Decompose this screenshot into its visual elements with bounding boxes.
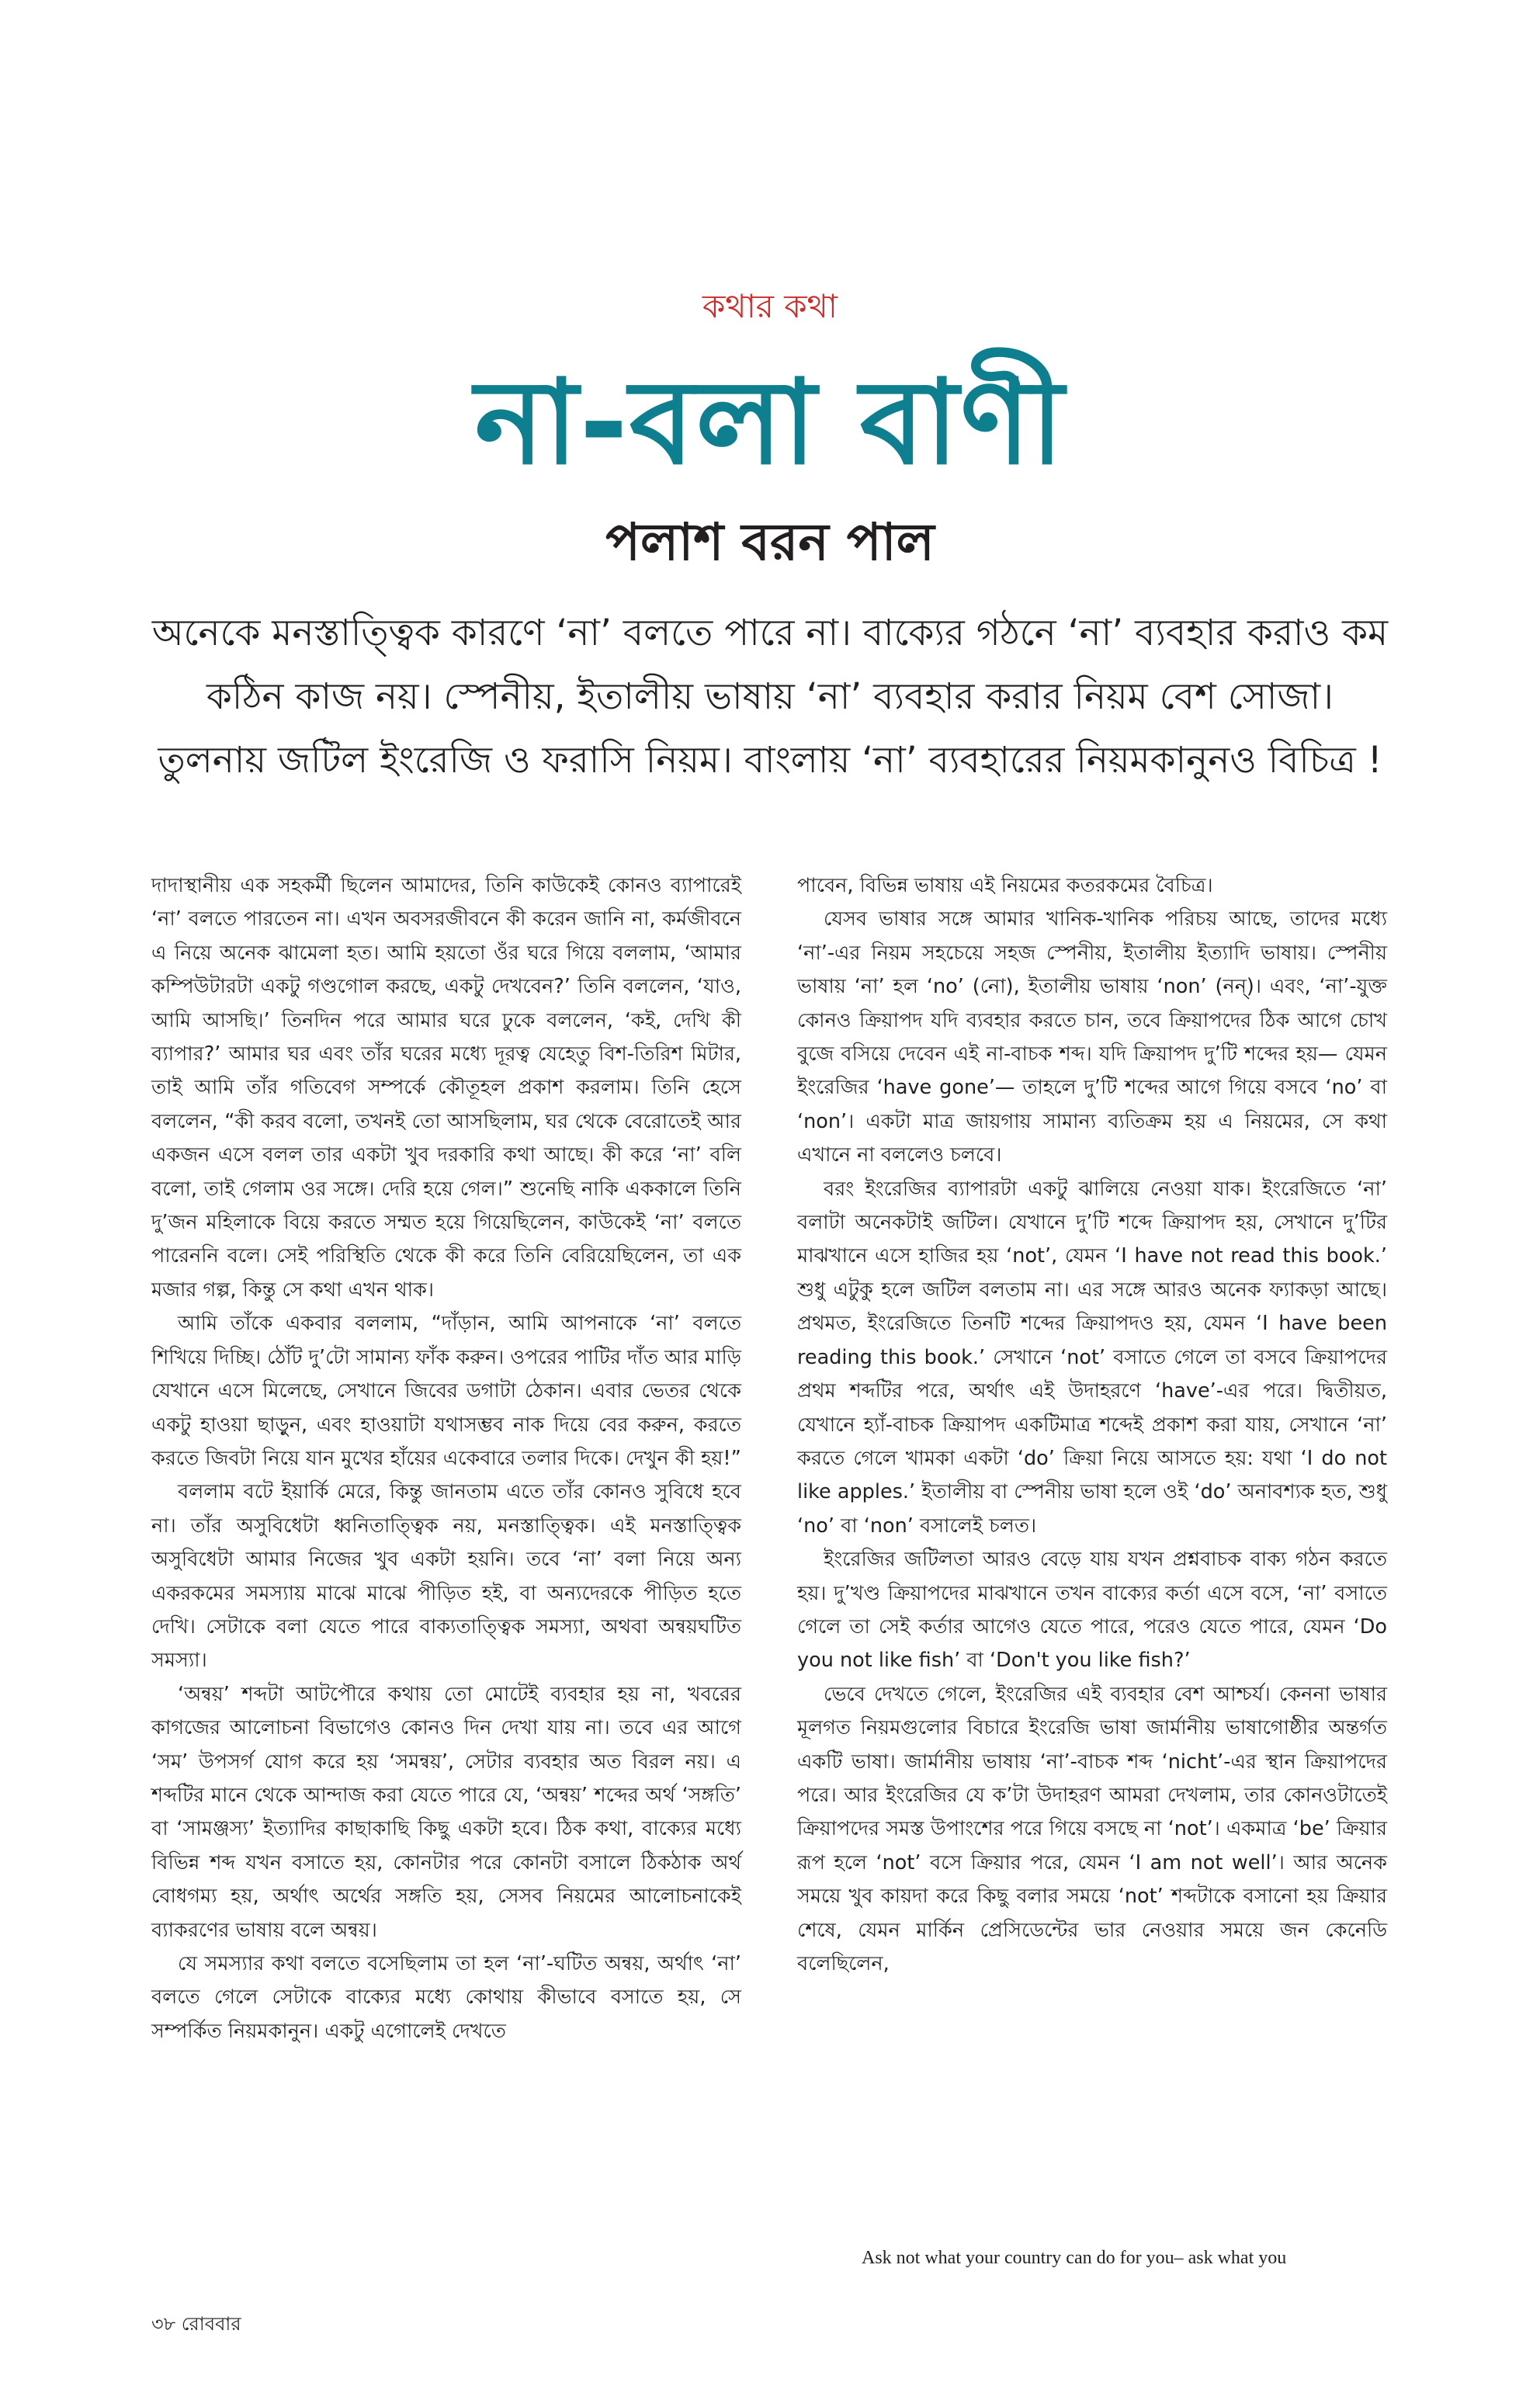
section-kicker: কথার কথা [702,287,838,325]
right-column [797,869,1387,1981]
paragraph: বরং ইংরেজির ব্যাপারটা একটু ঝালিয়ে নেওয়া যাক। ইংরেজিতে ‘না’ বলাটা অনেকটাই জটিল। যেখানে দু’টি শব্দে ক্রিয়াপদ হয়, সেখানে দু’টির মাঝখানে এসে হাজির হয় ‘not’, যেমন ‘I have not read this book.’ শুধু এটুকু হলে জটিল বলতাম না। এর সঙ্গে আরও অনেক ফ্যাকড়া আছে। প্রথমত, ইংরেজিতে তিনটি শব্দের ক্রিয়াপদও হয়, যেমন ‘I have been reading this book.’ সেখানে ‘not’ বসাতে গেলে তা বসবে ক্রিয়াপদের প্রথম শব্দটির পরে, অর্থাৎ এই উদাহরণে ‘have’-এর পরে। দ্বিতীয়ত, যেখানে হ্যাঁ-বাচক ক্রিয়াপদ একটিমাত্র শব্দেই প্রকাশ করা যায়, সেখানে ‘না’ করতে গেলে খামকা একটা ‘do’ ক্রিয়া নিয়ে আসতে হয়: যথা ‘I do not like apples.’ ইতালীয় বা স্পেনীয় ভাষা হলে ওই ‘do’ অনাবশ্যক হত, শুধু ‘no’ বা ‘non’ বসালেই চলত। [797,1177,1387,1538]
author-byline: পলাশ বরন পাল [605,512,935,572]
paragraph: যেসব ভাষার সঙ্গে আমার খানিক-খানিক পরিচয় আছে, তাদের মধ্যে ‘না’-এর নিয়ম সহচেয়ে সহজ স্পেনীয়, ইতালীয় ইত্যাদি ভাষায়। স্পেনীয় ভাষায় ‘না’ হল ‘no’ (নো), ইতালীয় ভাষায় ‘non’ (নন্)। এবং, ‘না’-যুক্ত কোনও ক্রিয়াপদ যদি ব্যবহার করতে চান, তবে ক্রিয়াপদের ঠিক আগে চোখ বুজে বসিয়ে দেবেন এই না-বাচক শব্দ। যদি ক্রিয়াপদ দু’টি শব্দের হয়— যেমন ইংরেজির ‘have gone’— তাহলে দু’টি শব্দের আগে গিয়ে বসবে ‘no’ বা ‘non’। একটা মাত্র জায়গায় সামান্য ব্যতিক্রম হয় এ নিয়মের, সে কথা এখানে না বললেও চলবে। [797,907,1387,1167]
paragraph: বললাম বটে ইয়ার্কি মেরে, কিন্তু জানতাম এতে তাঁর কোনও সুবিধে হবে না। তাঁর অসুবিধেটা ধ্বনিতাত্ত্বিক নয়, মনস্তাত্ত্বিক। এই মনস্তাত্ত্বিক অসুবিধেটা আমার নিজের খুব একটা হয়নি। তবে ‘না’ বলা নিয়ে অন্য একরকমের সমস্যায় মাঝে মাঝে পীড়িত হই, বা অন্যদেরকে পীড়িত হতে দেখি। সেটাকে বলা যেতে পারে বাক্যতাত্ত্বিক সমস্যা, অথবা অন্বয়ঘটিত সমস্যা। [151,1480,741,1673]
paragraph: যে সমস্যার কথা বলতে বসেছিলাম তা হল ‘না’-ঘটিত অন্বয়, অর্থাৎ ‘না’ বলতে গেলে সেটাকে বাক্যের মধ্যে কোথায় কীভাবে বসাতে হয়, সে সম্পর্কিত নিয়মকানুন। একটু এগোলেই দেখতে [151,1952,741,2043]
paragraph: আমি তাঁকে একবার বললাম, “দাঁড়ান, আমি আপনাকে ‘না’ বলতে শিখিয়ে দিচ্ছি। ঠোঁট দু’টো সামান্য ফাঁক করুন। ওপরের পাটির দাঁত আর মাড়ি যেখানে এসে মিলেছে, সেখানে জিবের ডগাটা ঠেকান। এবার ভেতর থেকে একটু হাওয়া ছাড়ুন, এবং হাওয়াটা যথাসম্ভব নাক দিয়ে বের করুন, করতে করতে জিবটা নিয়ে যান মুখের হাঁয়ের একেবারে তলার দিকে। দেখুন কী হয়!” [151,1312,741,1470]
paragraph: ইংরেজির জটিলতা আরও বেড়ে যায় যখন প্রশ্নবাচক বাক্য গঠন করতে হয়। দু’খণ্ড ক্রিয়াপদের মাঝখানে তখন বাক্যের কর্তা এসে বসে, ‘না’ বসাতে গেলে তা সেই কর্তার আগেও যেতে পারে, পরেও যেতে পারে, যেমন ‘Do you not like fish’ বা ‘Don't you like fish?’ [797,1548,1387,1673]
paragraph: ‘অন্বয়’ শব্দটা আটপৌরে কথায় তো মোটেই ব্যবহার হয় না, খবরের কাগজের আলোচনা বিভাগেও কোনও দিন দেখা যায় না। তবে এর আগে ‘সম’ উপসর্গ যোগ করে হয় ‘সমন্বয়’, সেটার ব্যবহার অত বিরল নয়। এ শব্দটির মানে থেকে আন্দাজ করা যেতে পারে যে, ‘অন্বয়’ শব্দের অর্থ ‘সঙ্গতি’ বা ‘সামঞ্জস্য’ ইত্যাদির কাছাকাছি কিছু একটা হবে। ঠিক কথা, বাক্যের মধ্যে বিভিন্ন শব্দ যখন বসাতে হয়, কোনটার পরে কোনটা বসালে ঠিকঠাক অর্থ বোধগম্য হয়, অর্থাৎ অর্থের সঙ্গতি হয়, সেসব নিয়মের আলোচনাকেই ব্যাকরণের ভাষায় বলে অন্বয়। [151,1682,741,1942]
paragraph: দাদাস্থানীয় এক সহকর্মী ছিলেন আমাদের, তিনি কাউকেই কোনও ব্যাপারেই ‘না’ বলতে পারতেন না। এখন অবসরজীবনে কী করেন জানি না, কর্মজীবনে এ নিয়ে অনেক ঝামেলা হত। আমি হয়তো ওঁর ঘরে গিয়ে বললাম, ‘আমার কম্পিউটারটা একটু গণ্ডগোল করছে, একটু দেখবেন?’ তিনি বললেন, ‘যাও, আমি আসছি।’ তিনদিন পরে আমার ঘরে ঢুকে বললেন, ‘কই, দেখি কী ব্যাপার?’ আমার ঘর এবং তাঁর ঘরের মধ্যে দূরত্ব যেহেতু বিশ-তিরিশ মিটার, তাই আমি তাঁর গতিবেগ সম্পর্কে কৌতূহল প্রকাশ করলাম। তিনি হেসে বললেন, “কী করব বলো, তখনই তো আসছিলাম, ঘর থেকে বেরোতেই আর একজন এসে বলল তার একটা খুব দরকারি কথা আছে। কী করে ‘না’ বলি বলো, তাই গেলাম ওর সঙ্গে। দেরি হয়ে গেল।” শুনেছি নাকি এককালে তিনি দু’জন মহিলাকে বিয়ে করতে সম্মত হয়ে গিয়েছিলেন, কাউকেই ‘না’ বলতে পারেননি বলে। সেই পরিস্থিতি থেকে কী করে তিনি বেরিয়েছিলেন, তা এক মজার গল্প, কিন্তু সে কথা এখন থাক। [151,874,741,1302]
paragraph: পাবেন, বিভিন্ন ভাষায় এই নিয়মের কতরকমের বৈচিত্র। [797,874,1213,897]
article-title: না-বলা বাণী [474,355,1066,491]
left-column [151,869,741,2048]
page-folio: ৩৮ রোববার [151,2313,241,2335]
intro-deck: অনেকে মনস্তাত্ত্বিক কারণে ‘না’ বলতে পারে না। বাক্যের গঠনে ‘না’ ব্যবহার করাও কম কঠিন কাজ নয়। স্পেনীয়, ইতালীয় ভাষায় ‘না’ ব্যবহার করার নিয়ম বেশ সোজা। তুলনায় জটিল ইংরেজি ও ফরাসি নিয়ম। বাংলায় ‘না’ ব্যবহারের নিয়মকানুনও বিচিত্র ! [151,612,1389,782]
paragraph: ভেবে দেখতে গেলে, ইংরেজির এই ব্যবহার বেশ আশ্চর্য। কেননা ভাষার মূলগত নিয়মগুলোর বিচারে ইংরেজি ভাষা জার্মানীয় ভাষাগোষ্ঠীর অন্তর্গত একটি ভাষা। জার্মানীয় ভাষায় ‘না’-বাচক শব্দ ‘nicht’-এর স্থান ক্রিয়াপদের পরে। আর ইংরেজির যে ক’টা উদাহরণ আমরা দেখলাম, তার কোনওটাতেই ক্রিয়াপদের সমস্ত উপাংশের পরে গিয়ে বসছে না ‘not’। একমাত্র ‘be’ ক্রিয়ার রূপ হলে ‘not’ বসে ক্রিয়ার পরে, যেমন ‘I am not well’। আর অনেক সময়ে খুব কায়দা করে কিছু বলার সময়ে ‘not’ শব্দটাকে বসানো হয় ক্রিয়ার শেষে, যেমন মার্কিন প্রেসিডেন্টের ভার নেওয়ার সময়ে জন কেনেডি বলেছিলেন, [797,1682,1387,1975]
pull-quote: Ask not what your country can do for you– ask what you [862,2248,1287,2268]
